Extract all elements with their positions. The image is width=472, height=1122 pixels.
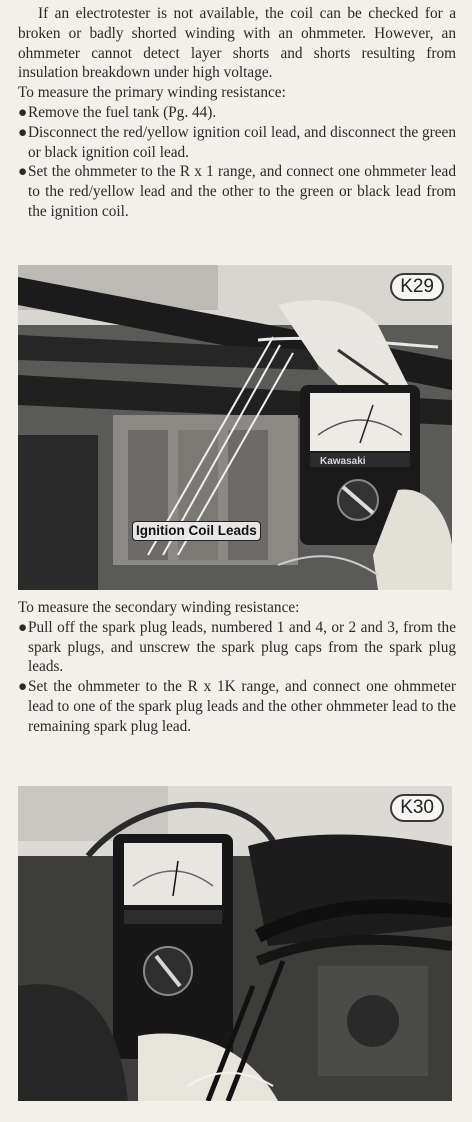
figure-k30-photo [18, 786, 452, 1101]
intro-paragraph: If an electrotester is not available, the coil can be checked for a broken or badly shorted winding with an ohmmeter. However, an ohmmeter cannot detect layer shorts and shorts resulting from insulation breakdown under high voltage. [18, 5, 456, 82]
lower-text [18, 598, 456, 737]
bullet-icon: ● [18, 123, 28, 141]
bullet-icon: ● [18, 618, 28, 636]
bullet-icon: ● [18, 678, 28, 696]
primary-step: ● Remove the fuel tank (Pg. 44). [18, 103, 217, 121]
primary-heading: To measure the primary winding resistance: [18, 84, 286, 102]
bullet-icon: ● [18, 103, 28, 121]
secondary-step: ● Pull off the spark plug leads, numbered 1 and 4, or 2 and 3, from the spark plugs, and unscrew the spark plug caps from the spark plug leads. [18, 618, 456, 676]
ohmmeter-photo-illustration [18, 786, 452, 1101]
ignition-coil-leads-callout: Ignition Coil Leads [132, 521, 261, 541]
secondary-heading: To measure the secondary winding resistance: [18, 599, 300, 616]
meter-brand-label: Kawasaki [320, 456, 366, 467]
primary-step: ● Set the ohmmeter to the R x 1 range, and connect one ohmmeter lead to the red/yellow lead and the other to the green or black lead from the ignition coil. [18, 163, 456, 220]
figure-k29-photo [18, 265, 452, 590]
secondary-step: ● Set the ohmmeter to the R x 1K range, and connect one ohmmeter lead to one of the spark plug leads and the other ohmmeter lead to the remaining spark plug lead. [18, 678, 456, 735]
figure-id-badge: K29 [390, 273, 444, 301]
upper-text [18, 4, 456, 222]
figure-id-badge: K30 [390, 794, 444, 822]
engine-photo-illustration [18, 265, 452, 590]
bullet-icon: ● [18, 163, 28, 181]
primary-step: ● Disconnect the red/yellow ignition coil lead, and disconnect the green or black ignition coil lead. [18, 123, 456, 161]
